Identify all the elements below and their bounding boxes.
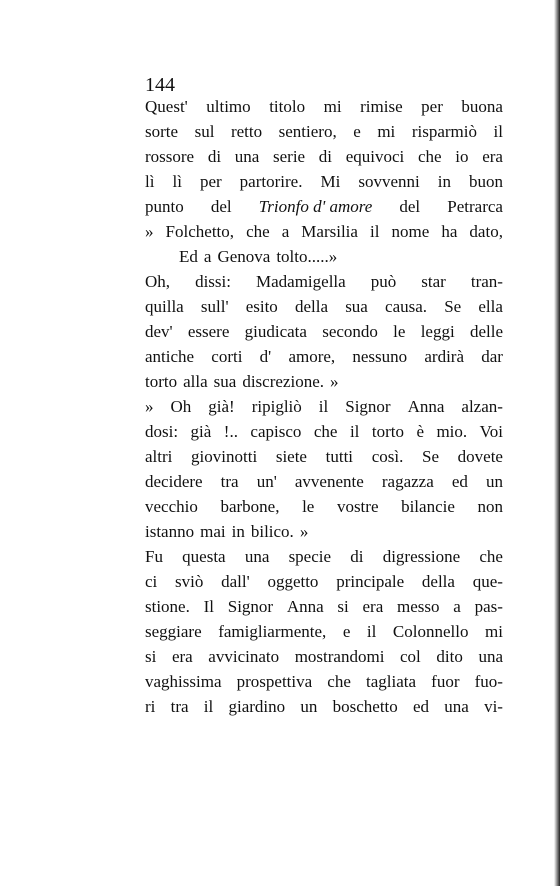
text-word: amore, [288,347,336,366]
text-word: che [327,672,351,691]
text-word: le [393,322,406,341]
text-word: rimise [360,97,403,116]
text-word: lì [145,172,155,191]
text-word: questa [182,547,226,566]
text-word: giovinotti [191,447,258,466]
text-word: col [400,647,421,666]
text-line [145,244,503,269]
text-word: Signor [227,597,274,616]
text-word: della [421,572,455,591]
text-word: antiche [145,347,195,366]
text-line [145,544,503,569]
text-word: » [329,372,339,391]
text-word: nessuno [352,347,408,366]
text-word: sul [194,122,215,141]
text-line [145,494,503,519]
text-word: può [370,272,397,291]
text-word: non [477,497,503,516]
text-word: mi [323,97,342,116]
text-word: titolo [269,97,306,116]
text-word: sua [213,372,237,391]
text-word: buona [461,97,503,116]
text-word: ri [145,697,156,716]
text-line [145,269,503,294]
text-word: fuo- [474,672,503,691]
text-word: una [444,697,469,716]
text-word: punto [145,197,184,216]
text-word: giudicata [244,322,307,341]
text-word: a [203,247,212,266]
text-word: era [171,647,193,666]
text-word: di [350,547,364,566]
text-line [145,644,503,669]
text-word: boschetto [332,697,398,716]
text-word: tolto.....» [276,247,338,266]
text-line [145,594,503,619]
text-word: corti [211,347,243,366]
text-word: il [318,397,329,416]
text-word: in [437,172,451,191]
text-word: io [455,147,469,166]
text-word: ultimo [206,97,251,116]
text-word: ragazza [381,472,434,491]
text-word: dato, [469,222,503,241]
text-word: mai [200,522,226,541]
text-word: tra [220,472,239,491]
text-word: alzan- [461,397,503,416]
text-word: vi- [484,697,503,716]
text-word: sovvenni [358,172,420,191]
text-word: avvenente [294,472,364,491]
text-word: dosi: [145,422,179,441]
text-word: vaghissima [145,672,222,691]
text-word: a [281,222,290,241]
text-word: Oh [170,397,192,416]
text-word: che [417,147,442,166]
text-word: tran- [470,272,503,291]
text-line [145,444,503,469]
text-word: di [207,147,222,166]
text-word: ella [478,297,503,316]
text-word: ci [145,572,158,591]
text-word: Marsilia [301,222,358,241]
text-word: nome [391,222,430,241]
text-word: Colonnello [392,622,469,641]
text-word: Signor [345,397,391,416]
text-line [145,219,503,244]
text-word: essere [187,322,230,341]
text-word: di [318,147,333,166]
text-word: mio. [436,422,468,441]
text-word: un [300,697,318,716]
text-word: altri [145,447,173,466]
text-word: già! [208,397,235,416]
text-line [145,344,503,369]
text-word: mi [377,122,396,141]
text-word: dall' [221,572,250,591]
text-word: famigliarmente, [218,622,327,641]
text-word: si [145,647,157,666]
text-word: messo [397,597,440,616]
text-word: sorte [145,122,179,141]
text-word: per [199,172,222,191]
text-word: dev' [145,322,173,341]
text-word: vostre [336,497,379,516]
text-word: e [342,622,351,641]
text-line [145,669,503,694]
text-word: dovete [457,447,503,466]
text-word: digressione [382,547,461,566]
text-line [145,419,503,444]
text-word: Voi [479,422,503,441]
text-line [145,169,503,194]
text-word: a [453,597,461,616]
text-word: secondo [322,322,378,341]
text-word: d' [259,347,272,366]
text-word: !.. [223,422,238,441]
text-word: tra [170,697,189,716]
text-word: dissi: [195,272,231,291]
text-word: che [246,222,270,241]
text-word: ardirà [424,347,464,366]
text-word: le [302,497,315,516]
text-word: principale [336,572,405,591]
text-word: fuor [431,672,460,691]
text-word: era [482,147,503,166]
text-line [145,119,503,144]
text-word: leggi [420,322,455,341]
text-word: già [190,422,212,441]
text-word: dar [481,347,503,366]
text-word: dito [436,647,463,666]
text-word: tagliata [366,672,417,691]
text-word: retto [230,122,263,141]
text-word: mi [485,622,503,641]
text-word: giardino [228,697,286,716]
text-line [145,144,503,169]
text-word: seggiare [145,622,202,641]
text-word: per [421,97,443,116]
text-word: ed [413,697,430,716]
text-word: quilla [145,297,184,316]
text-word: risparmiò [411,122,477,141]
text-word: del [210,197,232,216]
text-word: tutti [325,447,354,466]
text-word: pas- [474,597,503,616]
text-word: Mi [320,172,341,191]
text-word: Fu [145,547,163,566]
text-word: che [313,422,338,441]
text-word: buon [468,172,503,191]
text-word: serie [273,147,306,166]
text-word: mostrandomi [294,647,385,666]
text-line [145,294,503,319]
text-line [145,469,503,494]
text-word: del [399,197,421,216]
text-word: alla [183,372,208,391]
text-word: specie [288,547,332,566]
text-word: decidere [145,472,203,491]
text-word: torto [145,372,178,391]
text-word: Anna [407,397,445,416]
text-word: Folchetto, [165,222,235,241]
text-word: che [479,547,503,566]
text-word: delle [469,322,503,341]
text-word: ripigliò [251,397,302,416]
text-word: il [349,422,360,441]
text-word: sua [345,297,368,316]
text-word: sull' [200,297,229,316]
text-word: un [486,472,503,491]
text-line [145,619,503,644]
text-word: oggetto [267,572,319,591]
text-word: ed [451,472,468,491]
text-word: esito [245,297,278,316]
text-word: e [353,122,361,141]
text-word: Quest' [145,97,188,116]
page-number: 144 [145,74,175,96]
text-word: sentiero, [278,122,337,141]
text-word: Anna [286,597,324,616]
text-line [145,694,503,719]
text-word: Oh, [145,272,171,291]
text-word: » [299,522,309,541]
text-word: una [244,547,270,566]
text-word: prospettiva [236,672,313,691]
text-line [145,194,503,219]
text-word: si [337,597,349,616]
text-word: Petrarca [447,197,503,216]
text-line [145,319,503,344]
text-word: vecchio [145,497,198,516]
text-line [145,394,503,419]
text-word: causa. [385,297,428,316]
text-word: torto [371,422,404,441]
text-word: Il [203,597,214,616]
text-word: equivoci [345,147,405,166]
text-word: rossore [145,147,195,166]
text-word: Ed [179,247,198,266]
text-word: il [203,697,214,716]
text-word: il [366,622,377,641]
text-word: stione. [145,597,190,616]
text-word: Se [444,297,462,316]
text-word: in [231,522,245,541]
text-word: discrezione. [242,372,324,391]
text-word: un' [256,472,277,491]
text-word: istanno [145,522,195,541]
text-word: capisco [250,422,302,441]
text-word: così. [371,447,404,466]
text-word: siete [275,447,307,466]
text-line [145,94,503,119]
text-word: partorire. [239,172,303,191]
text-word: è [416,422,424,441]
text-word: della [294,297,329,316]
text-line [145,369,503,394]
text-word: Madamigella [256,272,346,291]
text-word: il [493,122,503,141]
text-line [145,519,503,544]
text-word: ha [441,222,458,241]
text-word: una [234,147,260,166]
text-word: lì [172,172,182,191]
text-word: una [478,647,503,666]
text-word: Se [422,447,439,466]
text-word: bilancie [401,497,455,516]
text-word: avvicinato [208,647,280,666]
text-line [145,569,503,594]
text-word: Trionfo d' amore [258,197,373,216]
text-word: que- [472,572,503,591]
text-word: bilico. [250,522,294,541]
text-word: era [362,597,384,616]
text-word: sviò [175,572,204,591]
text-word: » [145,397,154,416]
text-word: » [145,222,154,241]
text-word: il [370,222,380,241]
text-word: barbone, [220,497,280,516]
text-word: Genova [217,247,271,266]
page-body-text [145,94,503,719]
page-edge-shadow [554,0,560,886]
text-word: star [421,272,446,291]
